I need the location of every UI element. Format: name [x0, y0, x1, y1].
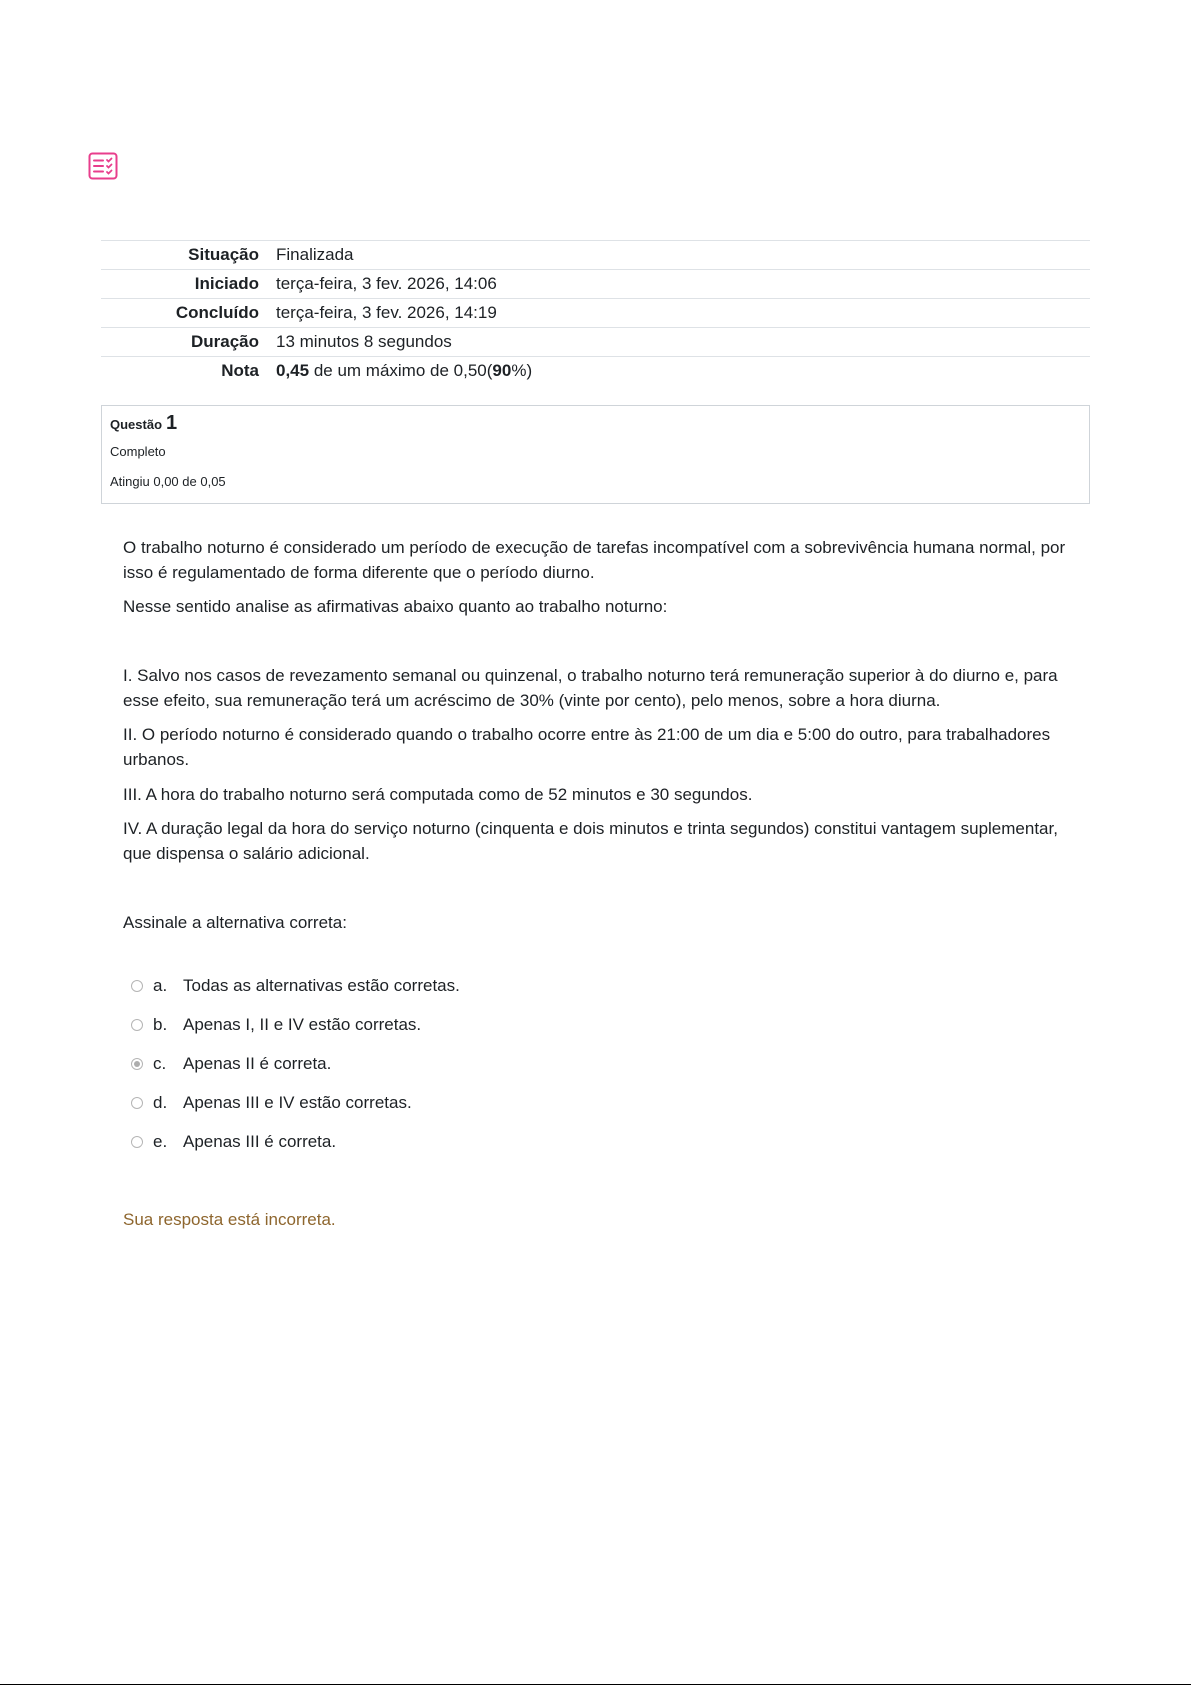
answer-text: Apenas III é correta.: [183, 1131, 337, 1151]
quiz-list-icon: [88, 152, 118, 180]
summary-label: Iniciado: [194, 274, 259, 293]
radio-button[interactable]: [131, 1019, 143, 1031]
answer-text: Apenas III e IV estão corretas.: [183, 1092, 412, 1112]
answer-feedback: Sua resposta está incorreta.: [123, 1210, 336, 1229]
answer-options: [131, 966, 731, 1161]
summary-row-duracao: [101, 328, 1090, 357]
question-info-box: [101, 405, 1090, 504]
answer-letter: d.: [153, 1092, 168, 1112]
summary-value: Finalizada: [276, 245, 354, 264]
answer-text: Apenas I, II e IV estão corretas.: [183, 1014, 422, 1034]
summary-label: Situação: [188, 245, 259, 264]
summary-value: 13 minutos 8 segundos: [276, 332, 452, 351]
question-state: Completo: [110, 444, 166, 459]
statement-2: II. O período noturno é considerado quando o trabalho ocorre entre às 21:00 de um dia e 5:00 do outro, para trabalhadores urbanos.: [123, 725, 1051, 769]
question-number: 1: [166, 412, 178, 434]
answer-text: Todas as alternativas estão corretas.: [183, 975, 460, 995]
answer-option-a[interactable]: [131, 966, 731, 1005]
answer-option-b[interactable]: [131, 1005, 731, 1044]
radio-button[interactable]: [131, 1097, 143, 1109]
summary-row-situacao: [101, 241, 1090, 270]
grade-end: %): [511, 361, 533, 380]
question-intro: O trabalho noturno é considerado um período de execução de tarefas incompatível com a sobrevivência humana normal, por isso é regulamentado de forma diferente que o período diurno.: [123, 538, 1066, 582]
statement-1: I. Salvo nos casos de revezamento semanal ou quinzenal, o trabalho noturno terá remuneração superior à do diurno e, para esse efeito, sua remuneração terá um acréscimo de 30% (vinte por cento), pelo menos, sobre a hora diurna.: [123, 666, 1058, 710]
answer-option-d[interactable]: [131, 1083, 731, 1122]
summary-label: Concluído: [175, 303, 259, 322]
radio-button[interactable]: [131, 1136, 143, 1148]
grade-value: [276, 357, 1090, 386]
question-mark: Atingiu 0,00 de 0,05: [110, 474, 226, 489]
radio-button-selected[interactable]: [131, 1058, 143, 1070]
answer-letter: e.: [153, 1131, 168, 1151]
summary-row-nota: [101, 357, 1090, 386]
summary-value: terça-feira, 3 fev. 2026, 14:19: [276, 303, 497, 322]
answer-option-e[interactable]: [131, 1122, 731, 1161]
statement-3: III. A hora do trabalho noturno será computada como de 52 minutos e 30 segundos.: [123, 785, 753, 804]
radio-button[interactable]: [131, 980, 143, 992]
summary-row-iniciado: [101, 270, 1090, 299]
answer-letter: b.: [153, 1014, 168, 1034]
answer-letter: a.: [153, 975, 168, 995]
grade-score: 0,45: [276, 361, 310, 380]
question-instruction: Assinale a alternativa correta:: [123, 913, 347, 932]
answer-option-c[interactable]: [131, 1044, 731, 1083]
answer-text: Apenas II é correta.: [183, 1053, 332, 1073]
summary-label: Nota: [221, 361, 259, 380]
question-title-label: Questão: [110, 417, 163, 432]
grade-percent: 90: [492, 361, 512, 380]
attempt-summary-table: [101, 240, 1090, 385]
statement-4: IV. A duração legal da hora do serviço noturno (cinquenta e dois minutos e trinta segundos) constitui vantagem suplementar, que dispensa o salário adicional.: [123, 819, 1058, 863]
question-title: [110, 412, 177, 435]
summary-value: terça-feira, 3 fev. 2026, 14:06: [276, 274, 497, 293]
grade-max: de um máximo de 0,50(: [309, 361, 493, 380]
answer-letter: c.: [153, 1053, 167, 1073]
question-prompt: Nesse sentido analise as afirmativas abaixo quanto ao trabalho noturno:: [123, 597, 668, 616]
summary-label: Duração: [190, 332, 259, 351]
summary-row-concluido: [101, 299, 1090, 328]
